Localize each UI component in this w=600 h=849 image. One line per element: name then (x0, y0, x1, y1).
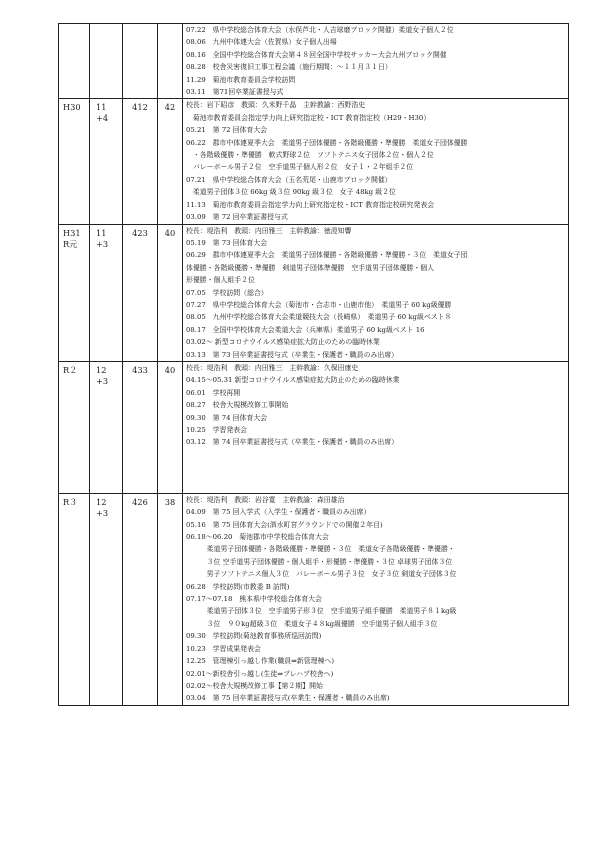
event-line: 02.02～校舎大規模改修工事【第２期】開始 (186, 681, 323, 690)
event-line: 10.25 学習発表会 (186, 426, 248, 434)
event-line: 06.29 郡市中体連夏季大会 柔道男子団体優勝・各階級優勝・準優勝・３位 柔道女子団 (186, 251, 468, 260)
event-line: 03.04 第 75 回卒業証書授与式(卒業生・保護者・職員のみ出席) (186, 694, 390, 703)
events-cell (183, 224, 569, 361)
year-label: H31 (63, 227, 81, 238)
year-cell (59, 99, 90, 224)
event-line: 形優勝・個人組手２位 (186, 276, 255, 285)
student-count: 426 (132, 496, 148, 507)
teacher-count-cell (158, 224, 183, 361)
teacher-count-cell (158, 24, 183, 99)
event-line: 校長：堤浩利 教頭：岩谷寛 主幹教諭：森田雄治 (186, 495, 345, 504)
teacher-count-cell (158, 493, 183, 705)
history-row (59, 99, 569, 224)
history-sheet (58, 23, 553, 706)
class-count-cell (90, 24, 123, 99)
teacher-count: 38 (164, 496, 176, 507)
event-line: 08.27 校舎大規模改修工事開始 (186, 401, 289, 410)
event-line: 男子ソフトテニス個人３位 バレーボール男子３位 女子３位 剣道女子団体３位 (186, 570, 457, 579)
event-line: 05.19 第 73 回体育大会 (186, 238, 268, 247)
class-count: +3 (96, 238, 109, 249)
year-cell (59, 24, 90, 99)
teacher-count: 40 (164, 227, 176, 238)
event-line: 07.05 学校訪問（総合） (186, 288, 268, 297)
class-count: +3 (96, 375, 109, 386)
event-line: 03.13 第 73 回卒業証書授与式（卒業生・保護者・職員のみ出席） (186, 350, 399, 359)
year-cell (59, 224, 90, 361)
class-count-cell (90, 99, 123, 224)
events-cell (183, 493, 569, 705)
event-line: 08.16 全国中学校総合体育大会第４８回全国中学校サッカー大会九州ブロック開催 (186, 50, 447, 59)
event-line: 06.01 学校再開 (186, 388, 241, 397)
class-count: 12 (96, 496, 107, 507)
event-line: 03.11 第71回卒業証書授与式 (186, 88, 284, 97)
event-line: 09.30 第 74 回体育大会 (186, 413, 268, 422)
teacher-count-cell (158, 99, 183, 224)
event-line: 04.15～05.31 新型コロナウイルス感染症拡大防止のための臨時休業 (186, 376, 400, 385)
event-line: 07.21 県中学校総合体育大会（玉名荒尾・山鹿市ブロック開催） (186, 175, 392, 184)
event-line: 08.17 全国中学校体育大会柔道大会（兵庫県）柔道男子 60 kg級ベスト 16 (186, 325, 425, 334)
class-count-cell (90, 361, 123, 493)
event-line: 03.09 第 72 回卒業証書授与式 (186, 213, 288, 222)
teacher-count-cell (158, 361, 183, 493)
event-line: 12.25 管理棟引っ越し作業(職員⇒新管理棟へ) (186, 657, 335, 666)
event-line: 10.23 学習成果発表会 (186, 644, 261, 653)
event-line: 柔道男子団体３位 66kg 級３位 90kg 級３位 女子 48kg 級２位 (186, 188, 396, 197)
event-line: 校長：堤浩利 教頭：内田雅三 主幹教諭：徳澄知響 (186, 226, 352, 235)
event-line: 体優勝・各階級優勝・準優勝 剣道男子団体準優勝 空手道男子団体優勝・個人 (186, 263, 435, 272)
student-count: 412 (132, 102, 148, 113)
event-line: 03.12 第 74 回卒業証書授与式（卒業生・保護者・職員のみ出席） (186, 438, 399, 447)
history-row (59, 493, 569, 705)
year-cell (59, 493, 90, 705)
teacher-count: 40 (164, 364, 176, 375)
event-line: 08.06 九州中体連大会（佐賀県）女子個人出場 (186, 38, 337, 47)
event-line: 08.28 校舎災害復旧工事工程会議（施行期間：～１１月３１日） (186, 63, 392, 72)
event-line: バレーボール男子２位 空手道男子個人形２位 女子１・２年組手２位 (186, 163, 414, 172)
event-line: 05.16 第 75 回体育大会(泗水町宮グラウンドでの開催２年目) (186, 520, 383, 529)
class-count-cell (90, 493, 123, 705)
class-count-cell (90, 224, 123, 361)
blank-space (183, 449, 568, 493)
year-label: R２ (63, 364, 78, 375)
student-count-cell (123, 493, 158, 705)
event-line: 菊池市教育委員会指定学力向上研究指定校・ICT 教育指定校（H29・H30） (186, 113, 431, 122)
student-count-cell (123, 224, 158, 361)
event-line: ３位 空手道男子団体優勝・個人組手・形優勝・準優勝・３位 卓球男子団体３位 (186, 557, 453, 566)
event-line: 07.22 県中学校総合体育大会（水俣芦北・人吉球磨ブロック開催）柔道女子個人２位 (186, 26, 454, 34)
event-line: 04.09 第 75 回入学式（入学生・保護者・職員のみ出席） (186, 508, 371, 517)
class-count: +4 (96, 113, 109, 124)
student-count-cell (123, 24, 158, 99)
event-line: 11.13 菊池市教育委員会指定学力向上研究指定校・ICT 教育指定校研究発表会 (186, 200, 435, 209)
year-cell (59, 361, 90, 493)
year-label: R元 (63, 238, 78, 249)
history-row (59, 361, 569, 493)
class-count: 12 (96, 364, 107, 375)
class-count: 11 (96, 102, 107, 113)
history-row (59, 24, 569, 99)
event-line: 校長：堤浩利 教頭：内田雅三 主幹教諭：久保田康史 (186, 363, 359, 372)
events-cell (183, 361, 569, 493)
event-line: 06.28 学校訪問(市教委 B 訪問) (186, 582, 290, 591)
event-line: 09.30 学校訪問(菊池教育事務所巡回訪問) (186, 632, 322, 641)
history-row (59, 224, 569, 361)
event-line: 11.29 菊池市教育委員会学校訪問 (186, 75, 296, 84)
event-line: 05.21 第 72 回体育大会 (186, 126, 268, 135)
event-line: 校長：岩下昭彦 教頭：久米野千晶 主幹教諭：西野浩史 (186, 101, 366, 110)
year-label: H30 (63, 102, 81, 113)
school-history-table (58, 23, 569, 706)
events-cell (183, 24, 569, 99)
student-count: 433 (132, 364, 148, 375)
event-line: 03.02～ 新型コロナウイルス感染症拡大防止のための臨時休業 (186, 338, 380, 347)
event-line: 柔道男子団体優勝・各階級優勝・準優勝・３位 柔道女子各階級優勝・準優勝・ (186, 545, 455, 554)
student-count-cell (123, 361, 158, 493)
event-line: 07.17～07.18 熊本県中学校総合体育大会 (186, 595, 322, 604)
event-line: 柔道男子団体３位 空手道男子形３位 空手道男子組手優勝 柔道男子８１kg級 (186, 607, 457, 616)
event-line: 02.01～新校舎引っ越し(生徒⇒プレハブ校舎へ) (186, 669, 334, 678)
event-line: ３位 ９０kg超級３位 柔道女子４８kg級優勝 空手道男子個人組手３位 (186, 619, 438, 628)
student-count: 423 (132, 227, 148, 238)
teacher-count: 42 (164, 102, 176, 113)
event-line: 06.22 郡市中体連夏季大会 柔道男子団体優勝・各階級優勝・準優勝 柔道女子団体優勝 (186, 138, 468, 147)
event-line: ・各階級優勝・準優勝 軟式野球２位 ソフトテニス女子団体２位・個人２位 (186, 151, 434, 160)
class-count: 11 (96, 227, 107, 238)
events-cell (183, 99, 569, 224)
class-count: +3 (96, 507, 109, 518)
year-label: R３ (63, 496, 78, 507)
event-line: 08.05 九州中学校総合体育大会柔道競技大会（長崎県） 柔道男子 60 kg級ベスト８ (186, 313, 452, 322)
event-line: 07.27 県中学校総合体育大会（菊池市・合志市・山鹿市他） 柔道男子 60 kg級優勝 (186, 300, 452, 309)
student-count-cell (123, 99, 158, 224)
event-line: 06.18～06.20 菊池郡市中学校総合体育大会 (186, 533, 329, 542)
